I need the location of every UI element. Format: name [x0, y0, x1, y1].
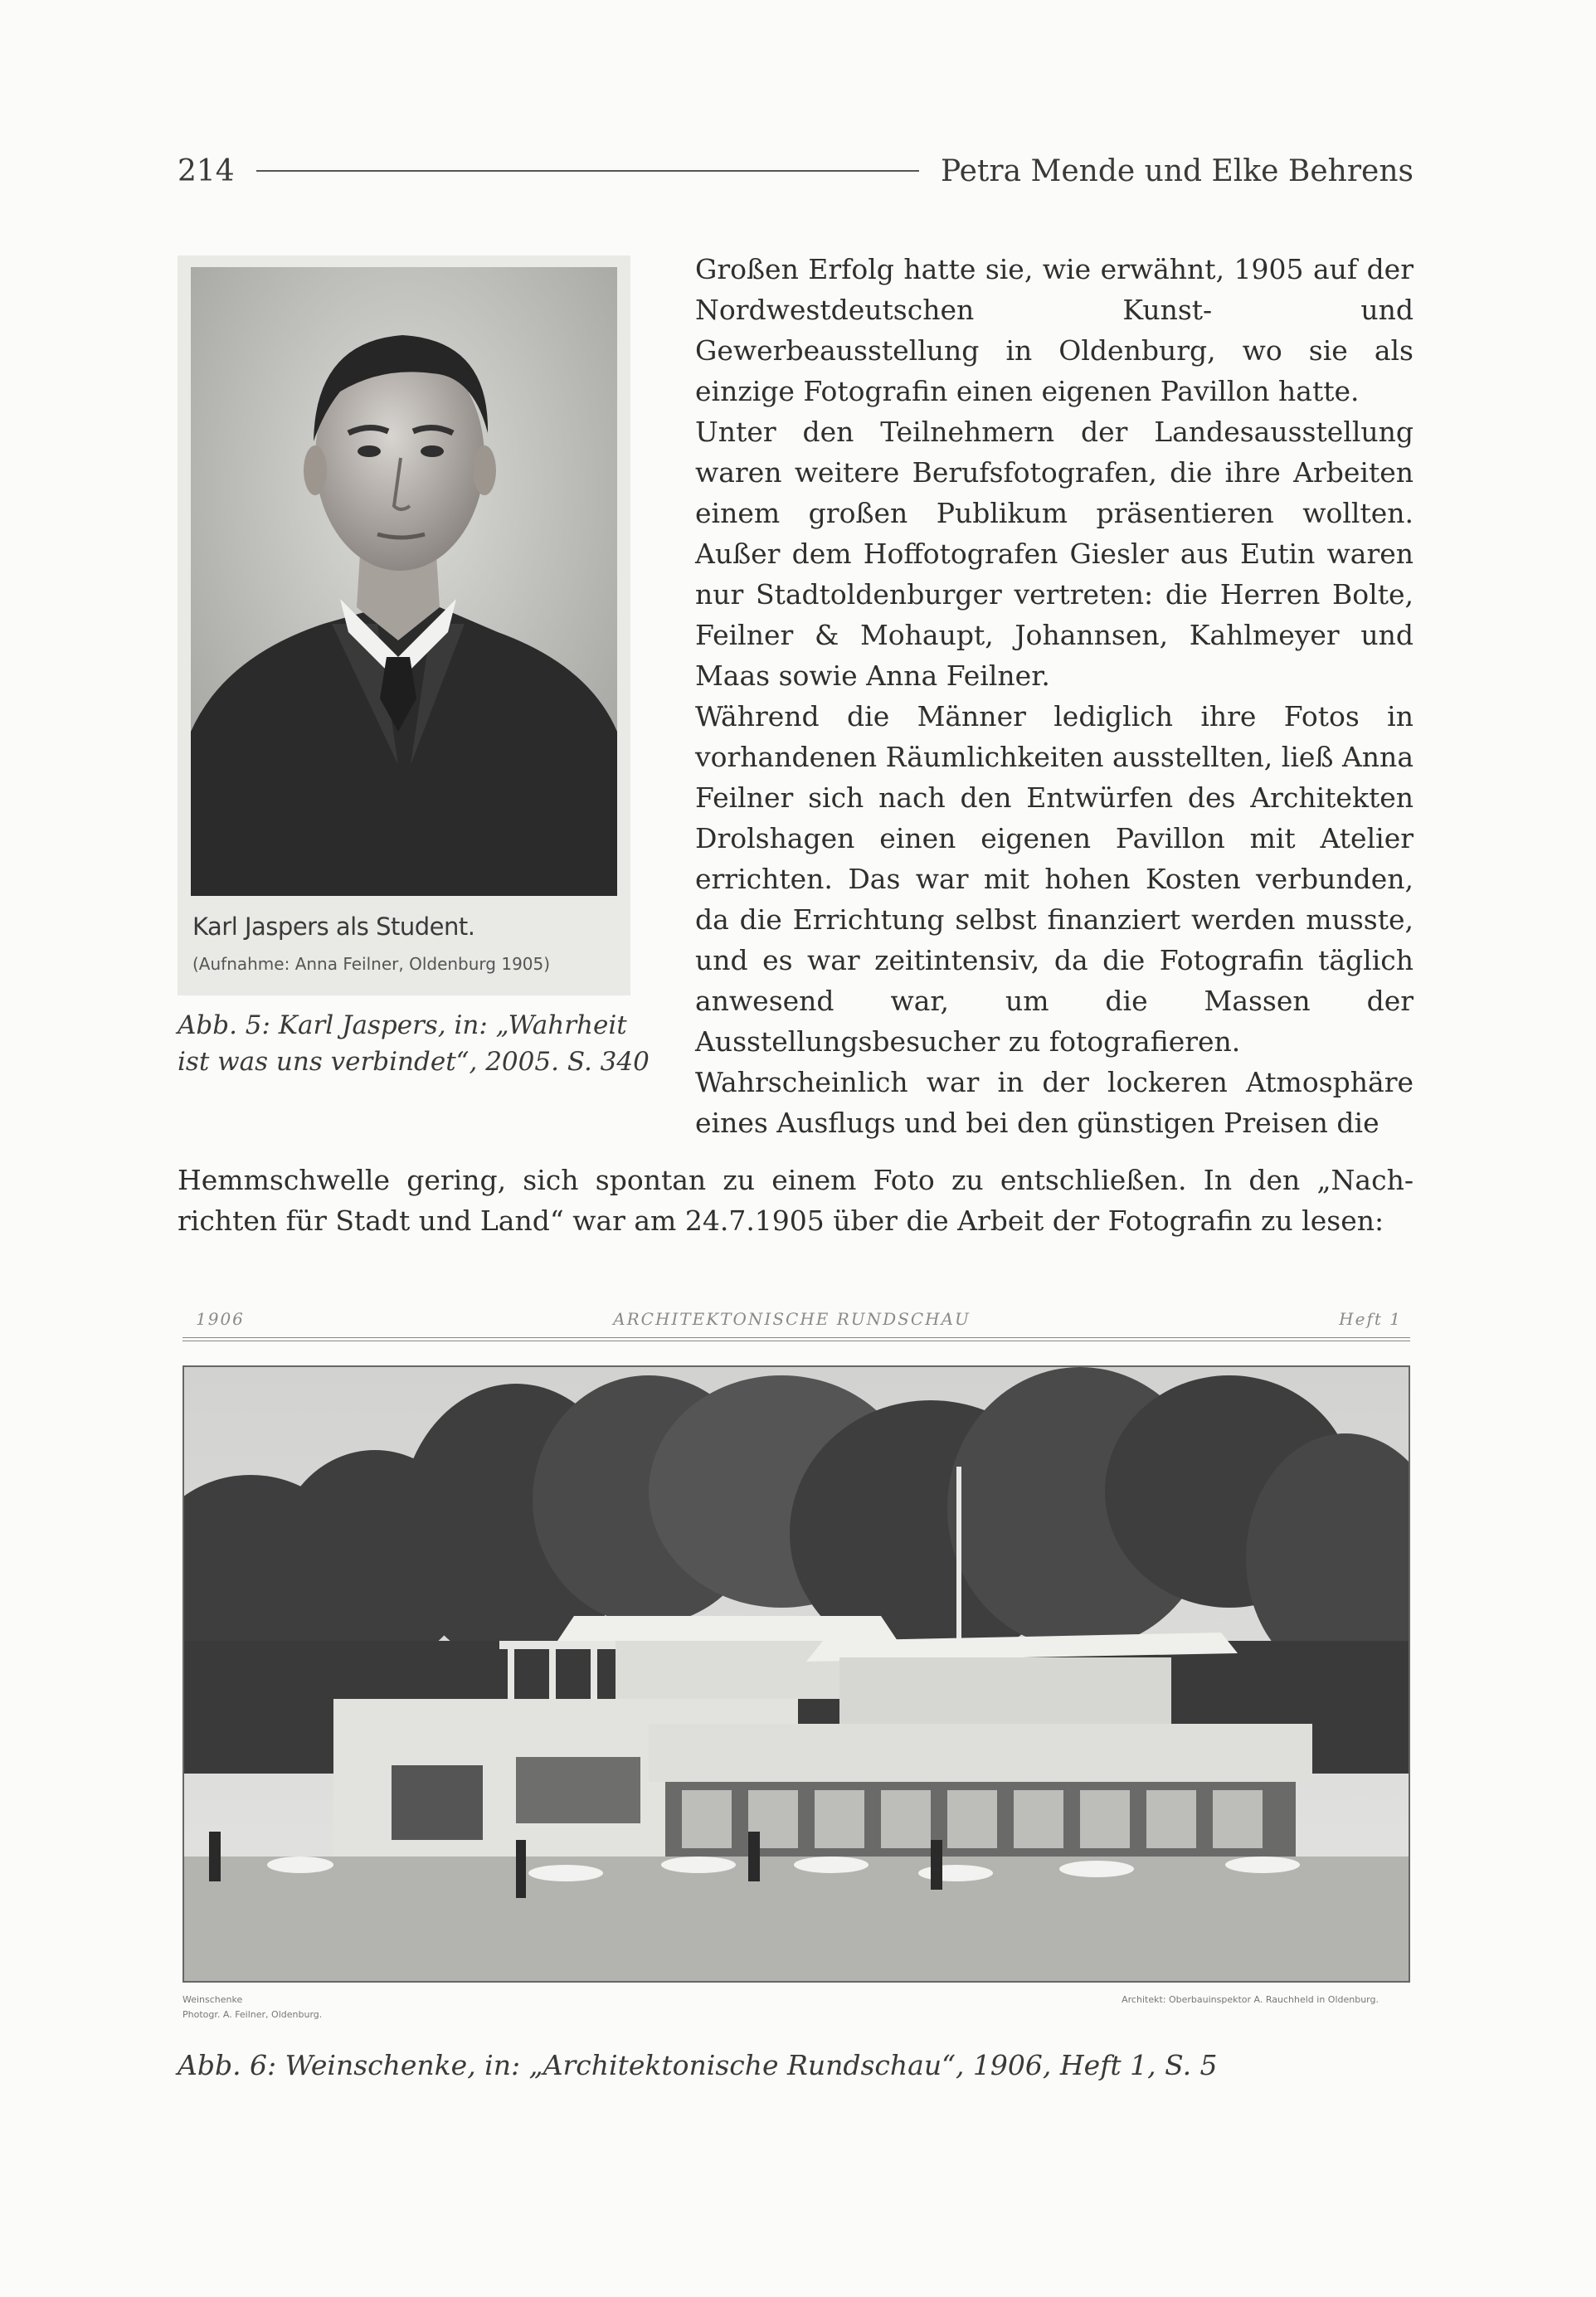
- running-header: [178, 148, 1414, 194]
- magazine-header: [196, 1309, 1402, 1329]
- header-authors: Petra Mende und Elke Behrens: [941, 153, 1414, 188]
- photo-credit-title: Weinschenke: [182, 1994, 243, 2005]
- magazine-issue: Heft 1: [1339, 1309, 1402, 1329]
- photo-credit-left: [182, 1993, 322, 2022]
- portrait-illustration: [191, 267, 617, 896]
- body-full-width: [178, 1160, 1414, 1241]
- paragraph-4-column-part: Wahrscheinlich war in der lockeren Atmosphäre eines Ausflugs und bei den günstigen Preisen die: [695, 1066, 1414, 1139]
- magazine-title: ARCHITEKTONISCHE RUNDSCHAU: [613, 1309, 971, 1329]
- body-column: [695, 249, 1414, 1143]
- photo-credit-photographer: Photogr. A. Feilner, Oldenburg.: [182, 2009, 323, 2020]
- figure-5-caption-line2: ist was uns verbindet“, 2005. S. 340: [178, 1047, 650, 1077]
- header-rule: [256, 170, 919, 172]
- paragraph-3: Während die Männer lediglich ihre Fotos in vorhandenen Räumlichkeiten ausstellten, ließ Anna Feilner sich nach den Entwürfen des Architekten Drolshagen einen eigenen Pavillon mit Atelier errichten. Das war mit hohen Kosten verbunden, da die Errichtung selbst finanziert werden musste, und es war zeitintensiv, da die Fotografin täglich anwesend war, um die Massen der Ausstellungsbesucher zu fotografieren.: [695, 700, 1414, 1058]
- figure-5-caption: [178, 1007, 659, 1080]
- magazine-rule-top: [182, 1337, 1410, 1338]
- paragraph-1: Großen Erfolg hatte sie, wie erwähnt, 1905 auf der Nordwestdeutschen Kunst- und Gewerbeausstellung in Oldenburg, wo sie als einzige Fotografin einen eigenen Pavillon hatte.: [695, 253, 1414, 407]
- figure-6-caption: Abb. 6: Weinschenke, in: „Architektonische Rundschau“, 1906, Heft 1, S. 5: [178, 2049, 1218, 2081]
- figure-5-caption-line1: Abb. 5: Karl Jaspers, in: „Wahrheit: [178, 1010, 627, 1040]
- weinschenke-illustration: [184, 1367, 1409, 1981]
- portrait-caption-credit: (Aufnahme: Anna Feilner, Oldenburg 1905): [192, 954, 551, 974]
- portrait-caption-title: Karl Jaspers als Student.: [192, 912, 475, 941]
- page-number: 214: [178, 153, 235, 188]
- paragraph-4-line-2: richten für Stadt und Land“ war am 24.7.1905 über die Arbeit der Fotografin zu lesen:: [178, 1204, 1384, 1237]
- paragraph-2: Unter den Teilnehmern der Landesausstellung waren weitere Berufsfotografen, die ihre Arbeiten einem großen Publikum präsentieren wollten. Außer dem Hoffotografen Giesler aus Eutin waren nur Stadtoldenburger vertreten: die Herren Bolte, Feilner & Mohaupt, Johannsen, Kahlmeyer und Maas sowie Anna Feilner.: [695, 416, 1414, 692]
- photo-credit-architect: Architekt: Oberbauinspektor A. Rauchheld in Oldenburg.: [1122, 1994, 1379, 2005]
- paragraph-4-line-1: Hemmschwelle gering, sich spontan zu einem Foto zu entschließen. In den „Nach-: [178, 1164, 1414, 1196]
- weinschenke-photo: [182, 1365, 1410, 1983]
- magazine-year: 1906: [196, 1309, 245, 1329]
- portrait-photo: [178, 255, 630, 995]
